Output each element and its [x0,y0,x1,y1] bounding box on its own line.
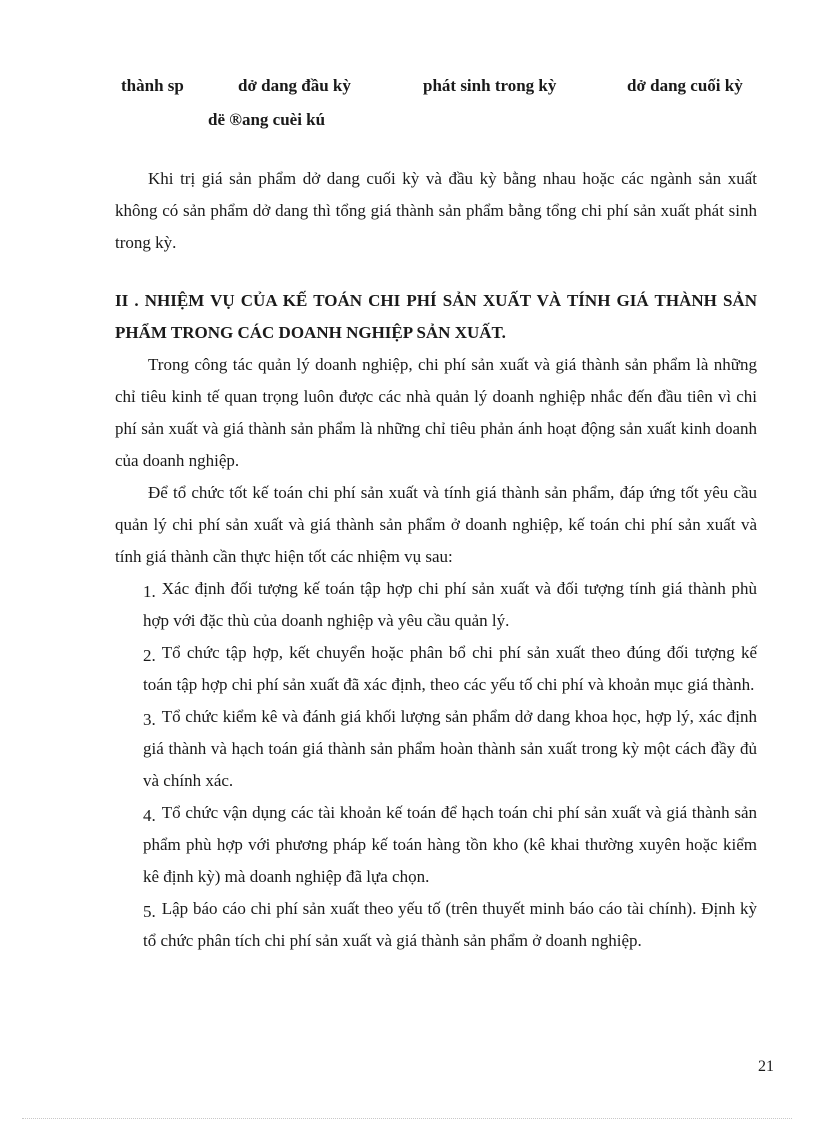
list-item [143,637,757,701]
list-item [143,797,757,893]
formula-term-4: dở dang cuối kỳ [627,76,743,95]
page-bottom-divider [22,1118,792,1119]
paragraph-management-role: Trong công tác quản lý doanh nghiệp, chi phí sản xuất và giá thành sản phẩm là những chỉ tiêu kinh tế quan trọng luôn được các nhà quản lý doanh nghiệp nhắc đến đầu tiên vì chi phí sản xuất và giá thành sản phẩm là những chỉ tiêu phản ánh hoạt động sản xuất kinh doanh của doanh nghiệp. [115,355,757,470]
formula-header-row [0,76,816,100]
list-item-number: 4. [143,806,156,825]
list-item [143,893,757,957]
list-item-number: 3. [143,710,156,729]
formula-term-1: thành sp [121,76,184,95]
list-item-number: 1. [143,582,156,601]
list-item-text: Tổ chức vận dụng các tài khoản kế toán để hạch toán chi phí sản xuất và giá thành sản phẩm phù hợp với phương pháp kế toán hàng tồn kho (kê khai thường xuyên hoặc kiểm kê định kỳ) mà doanh nghiệp đã lựa chọn. [143,803,757,886]
list-item [143,573,757,637]
page-number: 21 [758,1058,774,1075]
tasks-list [143,573,757,957]
list-item-text: Tổ chức tập hợp, kết chuyển hoặc phân bổ chi phí sản xuất theo đúng đối tượng kế toán tập hợp chi phí sản xuất đã xác định, theo các yếu tố chi phí và khoản mục giá thành. [143,643,757,694]
formula-term-2: dở dang đầu kỳ [238,76,351,95]
formula-term-3: phát sinh trong kỳ [423,76,557,95]
formula-term-garbled: dë ®ang cuèi kú [208,110,326,129]
paragraph-product-cost-note: Khi trị giá sản phẩm dở dang cuối kỳ và đầu kỳ bằng nhau hoặc các ngành sản xuất không có sản phẩm dở dang thì tổng giá thành sản phẩm bằng tổng chi phí sản xuất phát sinh trong kỳ. [115,169,757,252]
paragraph-tasks-intro: Để tổ chức tốt kế toán chi phí sản xuất và tính giá thành sản phẩm, đáp ứng tốt yêu cầu quản lý chi phí sản xuất và giá thành sản phẩm ở doanh nghiệp, kế toán chi phí sản xuất và tính giá thành cần thực hiện tốt các nhiệm vụ sau: [115,483,757,566]
list-item-text: Lập báo cáo chi phí sản xuất theo yếu tố (trên thuyết minh báo cáo tài chính). Định kỳ tổ chức phân tích chi phí sản xuất và giá thành sản phẩm ở doanh nghiệp. [143,899,757,950]
section-heading-ii: II . NHIỆM VỤ CỦA KẾ TOÁN CHI PHÍ SẢN XUẤT VÀ TÍNH GIÁ THÀNH SẢN PHẨM TRONG CÁC DOANH NGHIỆP SẢN XUẤT. [115,291,757,342]
list-item-text: Xác định đối tượng kế toán tập hợp chi phí sản xuất và đối tượng tính giá thành phù hợp với đặc thù của doanh nghiệp và yêu cầu quản lý. [143,579,757,630]
list-item [143,701,757,797]
list-item-text: Tổ chức kiểm kê và đánh giá khối lượng sản phẩm dở dang khoa học, hợp lý, xác định giá thành và hạch toán giá thành sản phẩm hoàn thành sản xuất trong kỳ một cách đầy đủ và chính xác. [143,707,757,790]
list-item-number: 5. [143,902,156,921]
list-item-number: 2. [143,646,156,665]
